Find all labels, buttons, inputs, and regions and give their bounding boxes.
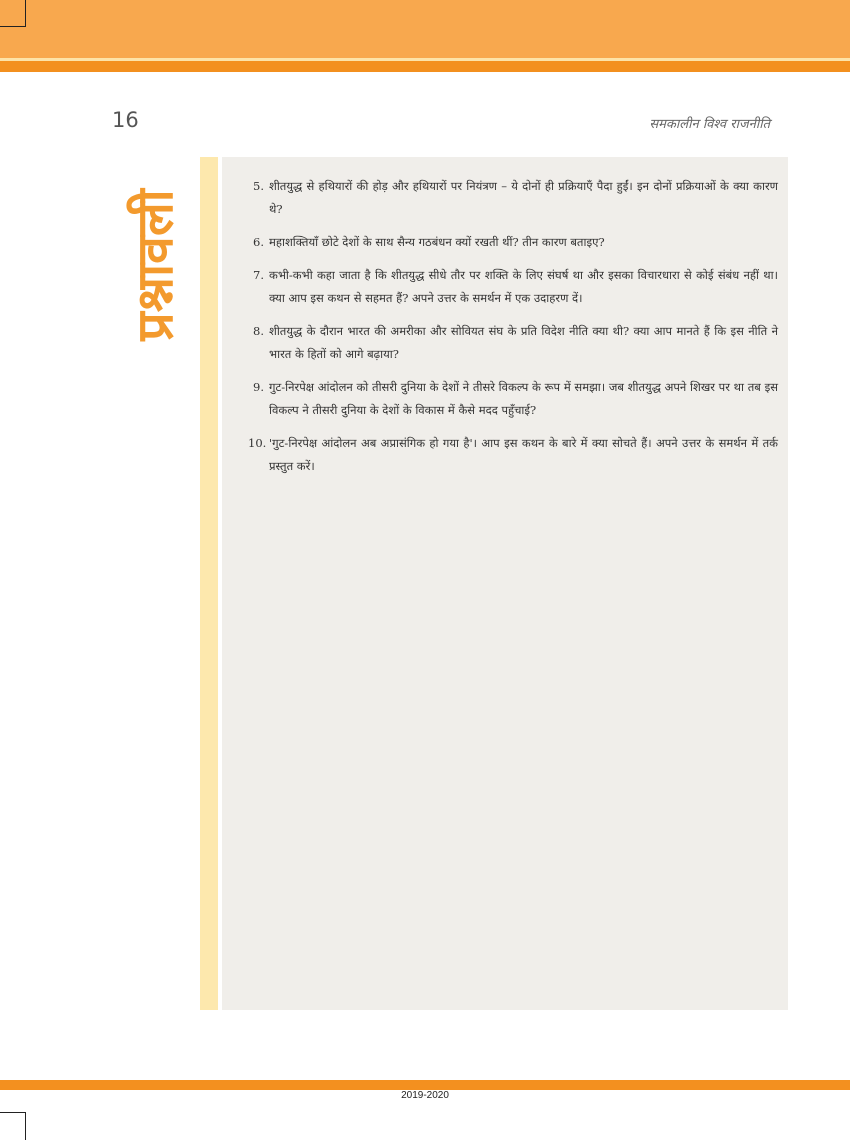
question-number: 6. [253, 235, 264, 249]
footer-year: 2019-2020 [401, 1090, 449, 1101]
question-list [248, 175, 778, 488]
section-title-vertical: प्रश्नावली [126, 189, 184, 341]
top-orange-band [0, 0, 850, 58]
question-number: 10. [248, 436, 267, 450]
question-text: शीतयुद्ध से हथियारों की होड़ और हथियारों पर नियंत्रण – ये दोनों ही प्रक्रियाएँ पैदा हुईं। इन दोनों प्रक्रियाओं के क्या कारण थे? [269, 179, 778, 216]
question-item [248, 264, 778, 310]
question-number: 9. [253, 380, 264, 394]
question-text: शीतयुद्ध के दौरान भारत की अमरीका और सोवियत संघ के प्रति विदेश नीति क्या थी? क्या आप मानते हैं कि इस नीति ने भारत के हितों को आगे बढ़ाया? [269, 324, 778, 361]
box-accent-strip [200, 157, 218, 1010]
question-number: 8. [253, 324, 264, 338]
question-text: कभी-कभी कहा जाता है कि शीतयुद्ध सीधे तौर पर शक्ति के लिए संघर्ष था और इसका विचारधारा से कोई संबंध नहीं था। क्या आप इस कथन से सहमत हैं? अपने उत्तर के समर्थन में एक उदाहरण दें। [269, 268, 778, 305]
question-item [248, 175, 778, 221]
question-item [248, 231, 778, 254]
question-text: 'गुट-निरपेक्ष आंदोलन अब अप्रासंगिक हो गया है'। आप इस कथन के बारे में क्या सोचते हैं। अपने उत्तर के समर्थन में तर्क प्रस्तुत करें। [269, 436, 778, 473]
question-item [248, 376, 778, 422]
crop-mark-bottom-left [0, 1112, 26, 1140]
page-number: 16 [112, 108, 139, 132]
bottom-orange-band [0, 1080, 850, 1090]
crop-mark-top-left [0, 0, 26, 27]
running-title: समकालीन विश्व राजनीति [649, 117, 770, 132]
question-text: गुट-निरपेक्ष आंदोलन को तीसरी दुनिया के देशों ने तीसरे विकल्प के रूप में समझा। जब शीतयुद्ध अपने शिखर पर था तब इस विकल्प ने तीसरी दुनिया के देशों के विकास में कैसे मदद पहुँचाई? [269, 380, 778, 417]
question-number: 7. [253, 268, 264, 282]
question-item [248, 320, 778, 366]
top-orange-stripe [0, 61, 850, 72]
question-text: महाशक्तियाँ छोटे देशों के साथ सैन्य गठबंधन क्यों रखती थीं? तीन कारण बताइए? [269, 235, 605, 249]
question-number: 5. [253, 179, 264, 193]
question-item [248, 432, 778, 478]
